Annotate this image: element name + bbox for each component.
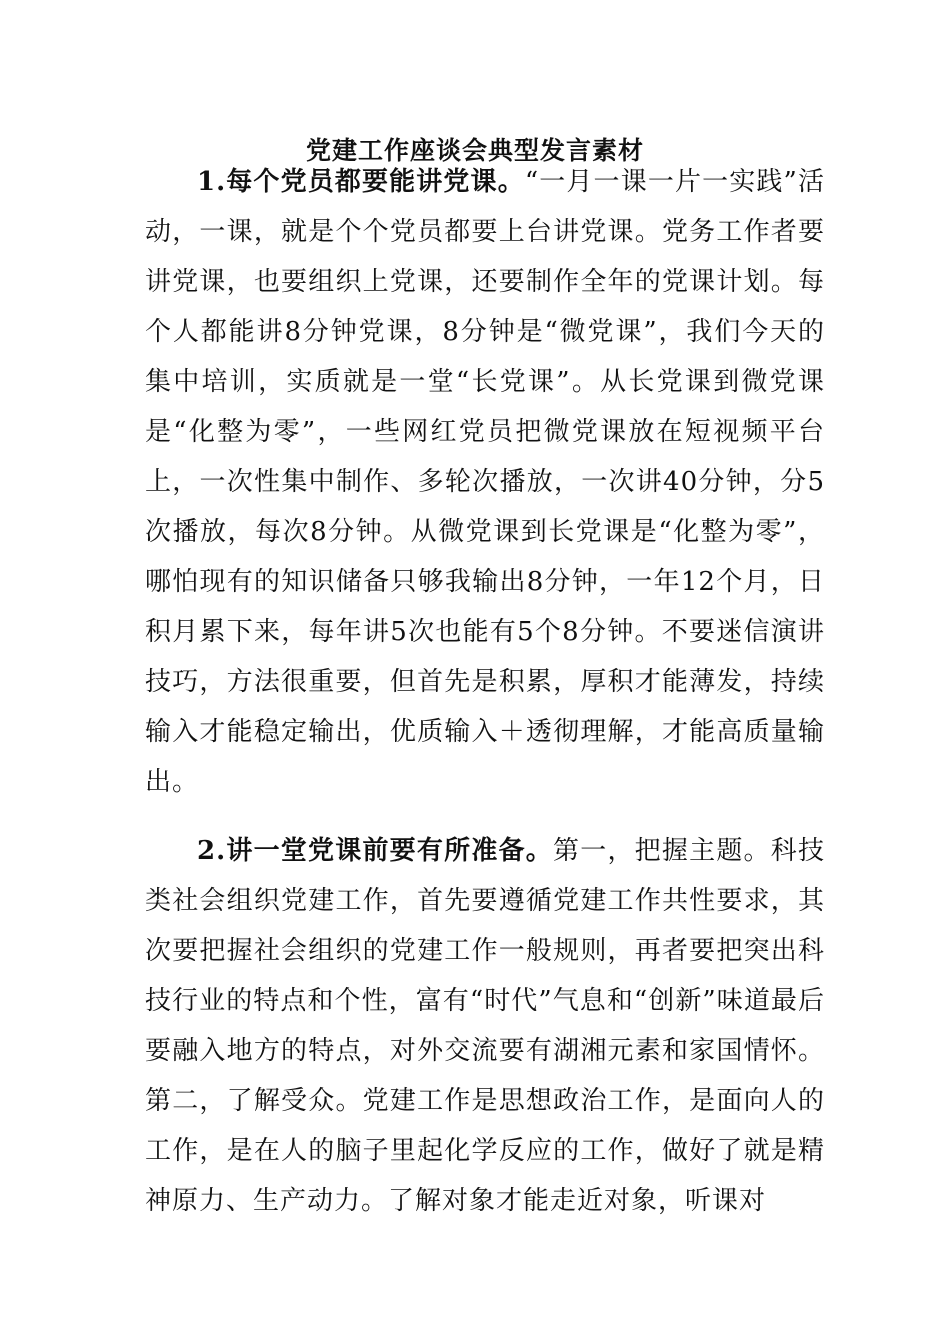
paragraph-2-lead: 2.讲一堂党课前要有所准备。 <box>197 836 553 866</box>
paragraph-1 <box>145 157 825 807</box>
paragraph-1-lead: 1.每个党员都要能讲党课。 <box>197 167 525 197</box>
paragraph-1-body: “一月一课一片一实践”活动，一课，就是个个党员都要上台讲党课。党务工作者要讲党课，也要组织上党课，还要制作全年的党课计划。每个人都能讲8分钟党课，8分钟是“微党课”，我们今天的集中培训，实质就是一堂“长党课”。从长党课到微党课是“化整为零”，一些网红党员把微党课放在短视频平台上，一次性集中制作、多轮次播放，一次讲40分钟，分5次播放，每次8分钟。从微党课到长党课是“化整为零”，哪怕现有的知识储备只够我输出8分钟，一年12个月，日积月累下来，每年讲5次也能有5个8分钟。不要迷信演讲技巧，方法很重要，但首先是积累，厚积才能薄发，持续输入才能稳定输出，优质输入＋透彻理解，才能高质量输出。 <box>145 167 825 797</box>
paragraph-2-body: 第一，把握主题。科技类社会组织党建工作，首先要遵循党建工作共性要求，其次要把握社会组织的党建工作一般规则，再者要把突出科技行业的特点和个性，富有“时代”气息和“创新”味道最后要融入地方的特点，对外交流要有湖湘元素和家国情怀。第二，了解受众。党建工作是思想政治工作，是面向人的工作，是在人的脑子里起化学反应的工作，做好了就是精神原力、生产动力。了解对象才能走近对象，听课对 <box>145 836 825 1216</box>
document-title: 党建工作座谈会典型发言素材 <box>305 136 644 165</box>
paragraph-2 <box>145 826 825 1226</box>
